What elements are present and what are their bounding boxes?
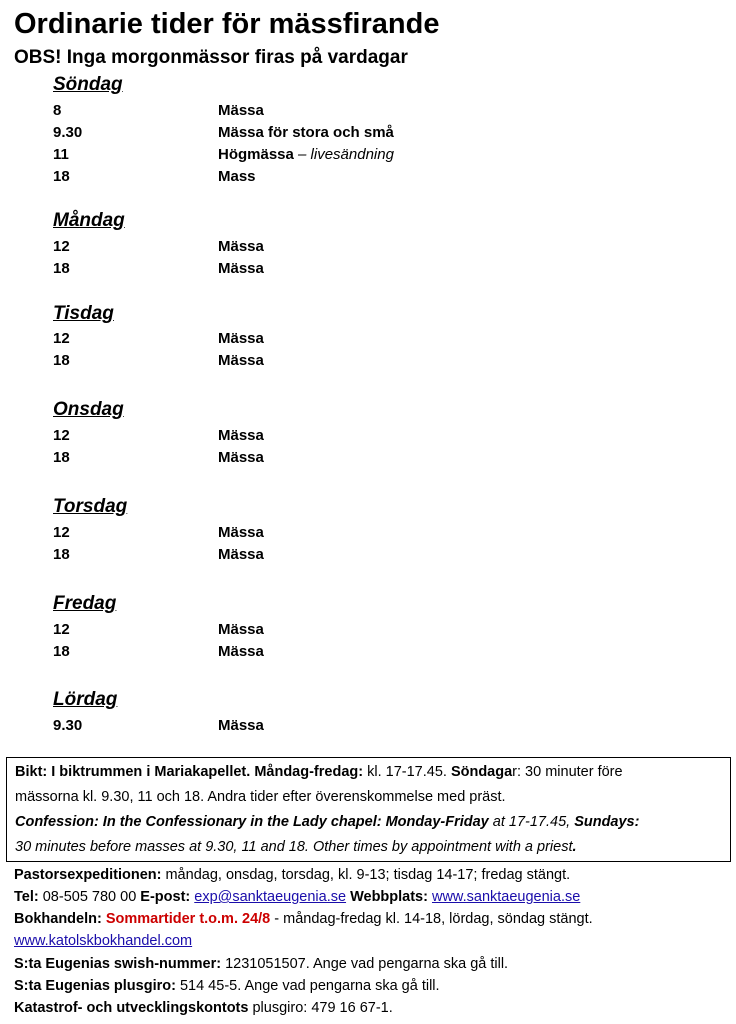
day-heading-saturday: Lördag (53, 689, 118, 710)
mass-label: Mass (218, 168, 256, 185)
day-heading-sunday: Söndag (53, 74, 123, 95)
mass-label-text: Högmässa (218, 146, 294, 163)
confession-en-sunday-label: Sundays: (574, 814, 640, 830)
day-heading-wednesday: Onsdag (53, 399, 124, 420)
website-link[interactable]: www.sanktaeugenia.se (431, 889, 581, 905)
mass-label: Mässa (218, 427, 264, 444)
confession-sunday-label: Söndaga (450, 764, 513, 780)
mass-time: 18 (53, 260, 70, 277)
mass-label: Mässa (218, 621, 264, 638)
plusgiro-label: S:ta Eugenias plusgiro: (14, 978, 176, 994)
office-hours-text: måndag, onsdag, torsdag, kl. 9-13; tisdag 14-17; fredag stängt. (161, 867, 571, 883)
confession-en-label: Confession: In the Confessionary in the Lady chapel: Monday-Friday (15, 814, 489, 830)
mass-time: 18 (53, 449, 70, 466)
mass-time: 12 (53, 621, 70, 638)
plusgiro-text: 514 45-5. Ange vad pengarna ska gå till. (175, 978, 440, 994)
mass-time: 12 (53, 524, 70, 541)
mass-label: Mässa (218, 546, 264, 563)
catastrophe-fund-line (14, 1000, 393, 1016)
mass-time: 18 (53, 168, 70, 185)
mass-time: 12 (53, 330, 70, 347)
mass-label: Mässa (218, 102, 264, 119)
mass-time: 18 (53, 546, 70, 563)
day-heading-thursday: Torsdag (53, 496, 128, 517)
swish-text: 1231051507. Ange vad pengarna ska gå till. (221, 956, 509, 972)
tel-value: 08-505 780 00 (38, 889, 141, 905)
catastrophe-label: Katastrof- och utvecklingskontots (14, 1000, 249, 1016)
bookshop-link-line (14, 933, 192, 949)
web-label: Webbplats: (350, 889, 428, 905)
confession-english-line-1 (15, 814, 639, 830)
confession-en-text: at 17-17.45, (488, 814, 575, 830)
mass-time: 12 (53, 427, 70, 444)
page-title: Ordinarie tider för mässfirande (14, 8, 440, 40)
contact-line (14, 889, 580, 905)
confession-text: r: 30 minuter före (512, 764, 623, 780)
confession-swedish-line-1 (15, 764, 623, 780)
mass-label: Mässa (218, 352, 264, 369)
office-hours-line (14, 867, 570, 883)
catastrophe-text: plusgiro: 479 16 67-1. (248, 1000, 393, 1016)
bookshop-link[interactable]: www.katolskbokhandel.com (14, 933, 193, 949)
mass-label: Mässa (218, 643, 264, 660)
mass-label: Mässa (218, 524, 264, 541)
bookshop-label: Bokhandeln: (14, 911, 102, 927)
mass-time: 9.30 (53, 124, 83, 141)
day-heading-friday: Fredag (53, 593, 117, 614)
confession-swedish-line-2: mässorna kl. 9.30, 11 och 18. Andra tider efter överenskommelse med präst. (15, 789, 506, 805)
mass-time: 8 (53, 102, 62, 119)
mass-label: Mässa för stora och små (218, 124, 394, 141)
bookshop-hours: - måndag-fredag kl. 14-18, lördag, söndag stängt. (270, 911, 593, 927)
confession-text: kl. 17-17.45. (363, 764, 451, 780)
day-heading-monday: Måndag (53, 210, 125, 231)
mass-label: Mässa (218, 717, 264, 734)
mass-time: 12 (53, 238, 70, 255)
confession-english-line-2 (15, 839, 577, 855)
mass-time: 11 (53, 146, 69, 163)
tel-label: Tel: (14, 889, 39, 905)
bookshop-line (14, 911, 593, 927)
mass-label: Mässa (218, 449, 264, 466)
swish-line (14, 956, 508, 972)
day-heading-tuesday: Tisdag (53, 303, 114, 324)
confession-en-period: . (572, 839, 577, 855)
mass-label: Mässa (218, 330, 264, 347)
confession-label: Bikt: I biktrummen i Mariakapellet. Måndag-fredag: (15, 764, 364, 780)
plusgiro-line (14, 978, 440, 994)
email-link[interactable]: exp@sanktaeugenia.se (194, 889, 347, 905)
summer-hours-notice: Sommartider t.o.m. 24/8 (105, 911, 271, 927)
mass-label: Mässa (218, 260, 264, 277)
mass-label (218, 146, 394, 163)
email-label: E-post: (140, 889, 191, 905)
swish-label: S:ta Eugenias swish-nummer: (14, 956, 222, 972)
mass-label: Mässa (218, 238, 264, 255)
mass-time: 18 (53, 352, 70, 369)
mass-time: 9.30 (53, 717, 83, 734)
confession-en-text: 30 minutes before masses at 9.30, 11 and 18. Other times by appointment with a priest (15, 839, 573, 855)
page-subtitle: OBS! Inga morgonmässor firas på vardagar (14, 47, 408, 68)
mass-note: – livesändning (293, 146, 394, 163)
office-label: Pastorsexpeditionen: (14, 867, 162, 883)
mass-time: 18 (53, 643, 70, 660)
